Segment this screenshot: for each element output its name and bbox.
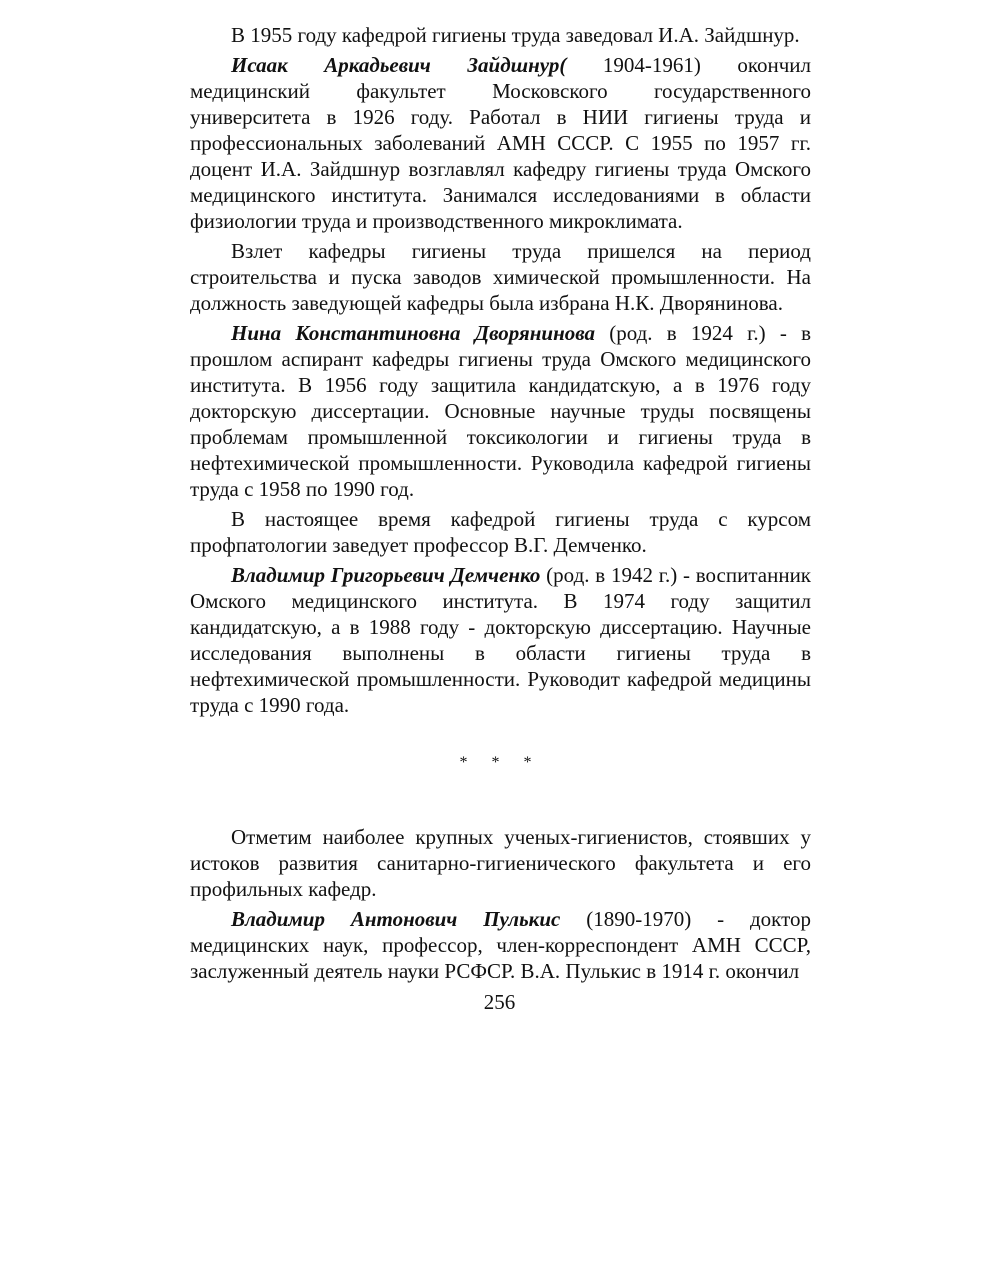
paragraph-text: Взлет кафедры гигиены труда пришелся на период строительства и пуска заводов химической промышленности. На должность заведующей кафедры была избрана Н.К. Дворянинова. <box>190 239 811 315</box>
paragraph-text: Отметим наиболее крупных ученых-гигиенистов, стоявших у истоков развития санитарно-гигиенического факультета и его профильных кафедр. <box>190 825 811 901</box>
bio-name: Владимир Григорьевич Демченко <box>231 563 541 587</box>
paragraph-text: 1904-1961) окончил медицинский факультет Московского государственного университета в 1926 году. Работал в НИИ гигиены труда и профессиональных заболеваний АМН СССР. С 1955 по 1957 гг. доцент И.А. Зайдшнур возглавлял кафедру гигиены труда Омского медицинского института. Занимался исследованиями в области физиологии труда и производственного микроклимата. <box>190 53 812 233</box>
paragraph <box>190 22 811 48</box>
paragraph <box>190 238 811 316</box>
page-body <box>190 22 811 988</box>
paragraph-text: (род. в 1942 г.) - воспитанник Омского медицинского института. В 1974 году защитил кандидатскую, а в 1988 году - докторскую диссертацию. Научные исследования выполнены в области гигиены труда в нефтехимической промышленности. Руководит кафедрой медицины труда с 1990 года. <box>190 563 812 717</box>
paragraph <box>190 320 811 502</box>
paragraph-text: (1890-1970) - доктор медицинских наук, профессор, член-корреспондент АМН СССР, заслуженный деятель науки РСФСР. В.А. Пулькис в 1914 г. окончил <box>190 907 812 983</box>
paragraph-text: В 1955 году кафедрой гигиены труда заведовал И.А. Зайдшнур. <box>231 23 800 47</box>
paragraph <box>190 506 811 558</box>
paragraph <box>190 562 811 718</box>
bio-name: Нина Константиновна Дворянинова <box>231 321 595 345</box>
bio-name: Исаак Аркадьевич Зайдшнур( <box>231 53 567 77</box>
section-separator: * * * <box>459 754 542 771</box>
paragraph-text: В настоящее время кафедрой гигиены труда с курсом профпатологии заведует профессор В.Г. Демченко. <box>190 507 811 557</box>
page-number: 256 <box>483 990 516 1014</box>
paragraph <box>190 52 811 234</box>
paragraph <box>190 906 811 984</box>
paragraph-text: (род. в 1924 г.) - в прошлом аспирант кафедры гигиены труда Омского медицинского института. В 1956 году защитила кандидатскую, а в 1976 году докторскую диссертации. Основные научные труды посвящены проблемам промышленной токсикологии и гигиены труда в нефтехимической промышленности. Руководила кафедрой гигиены труда с 1958 по 1990 год. <box>190 321 812 501</box>
bio-name: Владимир Антонович Пулькис <box>231 907 561 931</box>
paragraph <box>190 824 811 902</box>
